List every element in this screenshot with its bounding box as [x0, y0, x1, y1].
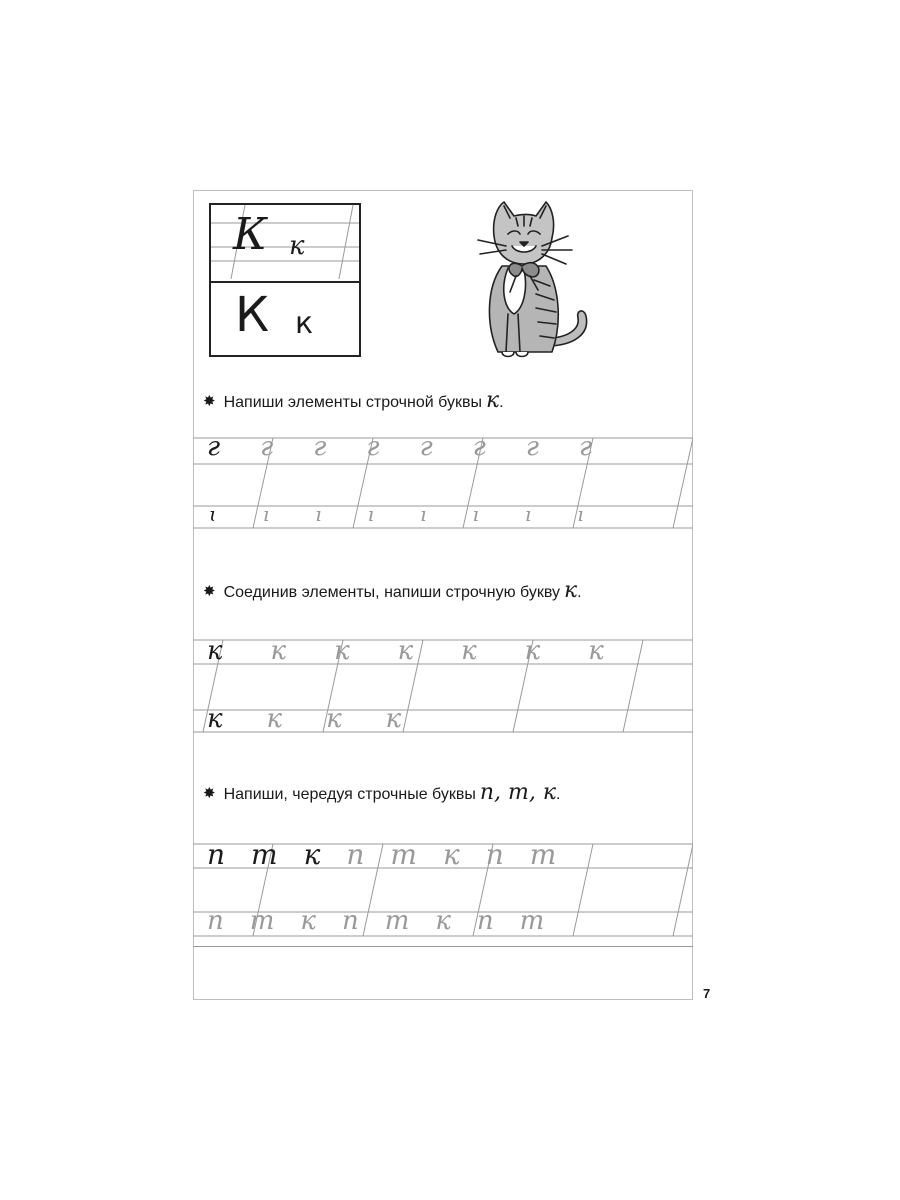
traced-letter: п [476, 906, 494, 936]
traced-element: г [578, 432, 593, 462]
task-1-heading [203, 388, 504, 413]
task-2-text: Соединив элементы, напиши строчную букву [223, 584, 560, 601]
task-1-text: Напиши элементы строчной буквы [223, 394, 482, 411]
task-2-line-2 [207, 704, 401, 734]
traced-element: г [419, 432, 433, 462]
star-bullet-icon: ✸ [203, 393, 216, 410]
task-1-line-2 [209, 502, 584, 526]
traced-letter: к [385, 704, 402, 734]
bottom-rule [193, 946, 693, 947]
task-2-period: . [577, 584, 582, 601]
star-bullet-icon: ✸ [203, 583, 216, 600]
task-1-line-1 [207, 432, 592, 462]
traced-letter: к [588, 636, 604, 666]
traced-letter: к [300, 906, 316, 936]
traced-letter: к [270, 636, 287, 666]
page-number: 7 [703, 986, 711, 1001]
task-3-line-1 [207, 838, 556, 871]
traced-element: ı [524, 502, 532, 526]
traced-letter: к [266, 704, 283, 734]
cat-illustration [464, 196, 594, 364]
element-sample: г [207, 432, 221, 462]
sample-letter-k: к [303, 838, 321, 871]
traced-letter: к [461, 636, 477, 666]
traced-letter: к [326, 704, 342, 734]
traced-letter: п [485, 838, 504, 871]
sample-letter-t: т [251, 838, 278, 871]
task-1-demo-letter: к [485, 388, 500, 413]
traced-element: г [525, 432, 539, 462]
print-letter-pair [211, 283, 359, 355]
script-letter-pair [211, 205, 359, 281]
element-sample: ɩ [209, 502, 217, 526]
traced-letter: т [249, 906, 275, 936]
task-2-demo-letter: к [563, 578, 578, 603]
traced-letter: т [390, 838, 417, 871]
sample-letter-p: п [207, 838, 226, 871]
task-3-writing-lines [193, 836, 693, 946]
traced-letter: п [346, 838, 365, 871]
traced-letter: к [524, 636, 541, 666]
task-2-writing-lines [193, 632, 693, 742]
task-1-period: . [499, 394, 504, 411]
traced-element: ı [577, 502, 584, 526]
traced-element: ı [315, 502, 322, 526]
traced-element: г [366, 432, 380, 462]
task-1-writing-lines [193, 430, 693, 535]
letter-sample: к [207, 636, 223, 666]
script-uppercase-k: К [233, 209, 268, 260]
traced-letter: к [334, 636, 350, 666]
traced-letter: к [435, 906, 451, 936]
letter-sample: к [207, 704, 223, 734]
task-3-line-2 [207, 906, 544, 936]
traced-letter: т [529, 838, 557, 871]
task-3-text: Напиши, чередуя строчные буквы [223, 786, 476, 803]
task-2-heading [203, 578, 582, 603]
star-bullet-icon: ✸ [203, 785, 216, 802]
traced-element: ı [367, 502, 375, 526]
traced-element: г [472, 432, 486, 462]
task-3-heading [203, 780, 560, 805]
letter-card [209, 203, 361, 357]
task-3-demo-letters: п, т, к [479, 780, 556, 805]
traced-letter: к [397, 636, 414, 666]
traced-letter: т [519, 906, 545, 936]
script-lowercase-k: к [289, 231, 305, 261]
print-uppercase-k: К [235, 287, 270, 343]
traced-element: ı [420, 502, 427, 526]
traced-element: ı [262, 502, 270, 526]
task-2-line-1 [207, 636, 604, 666]
traced-letter: т [384, 906, 410, 936]
traced-letter: п [207, 906, 224, 936]
print-lowercase-k: к [295, 306, 314, 341]
traced-letter: к [442, 838, 460, 871]
traced-element: г [260, 432, 274, 462]
traced-letter: п [341, 906, 359, 936]
traced-element: г [313, 432, 327, 462]
traced-element: ı [472, 502, 479, 526]
task-3-period: . [555, 786, 561, 803]
